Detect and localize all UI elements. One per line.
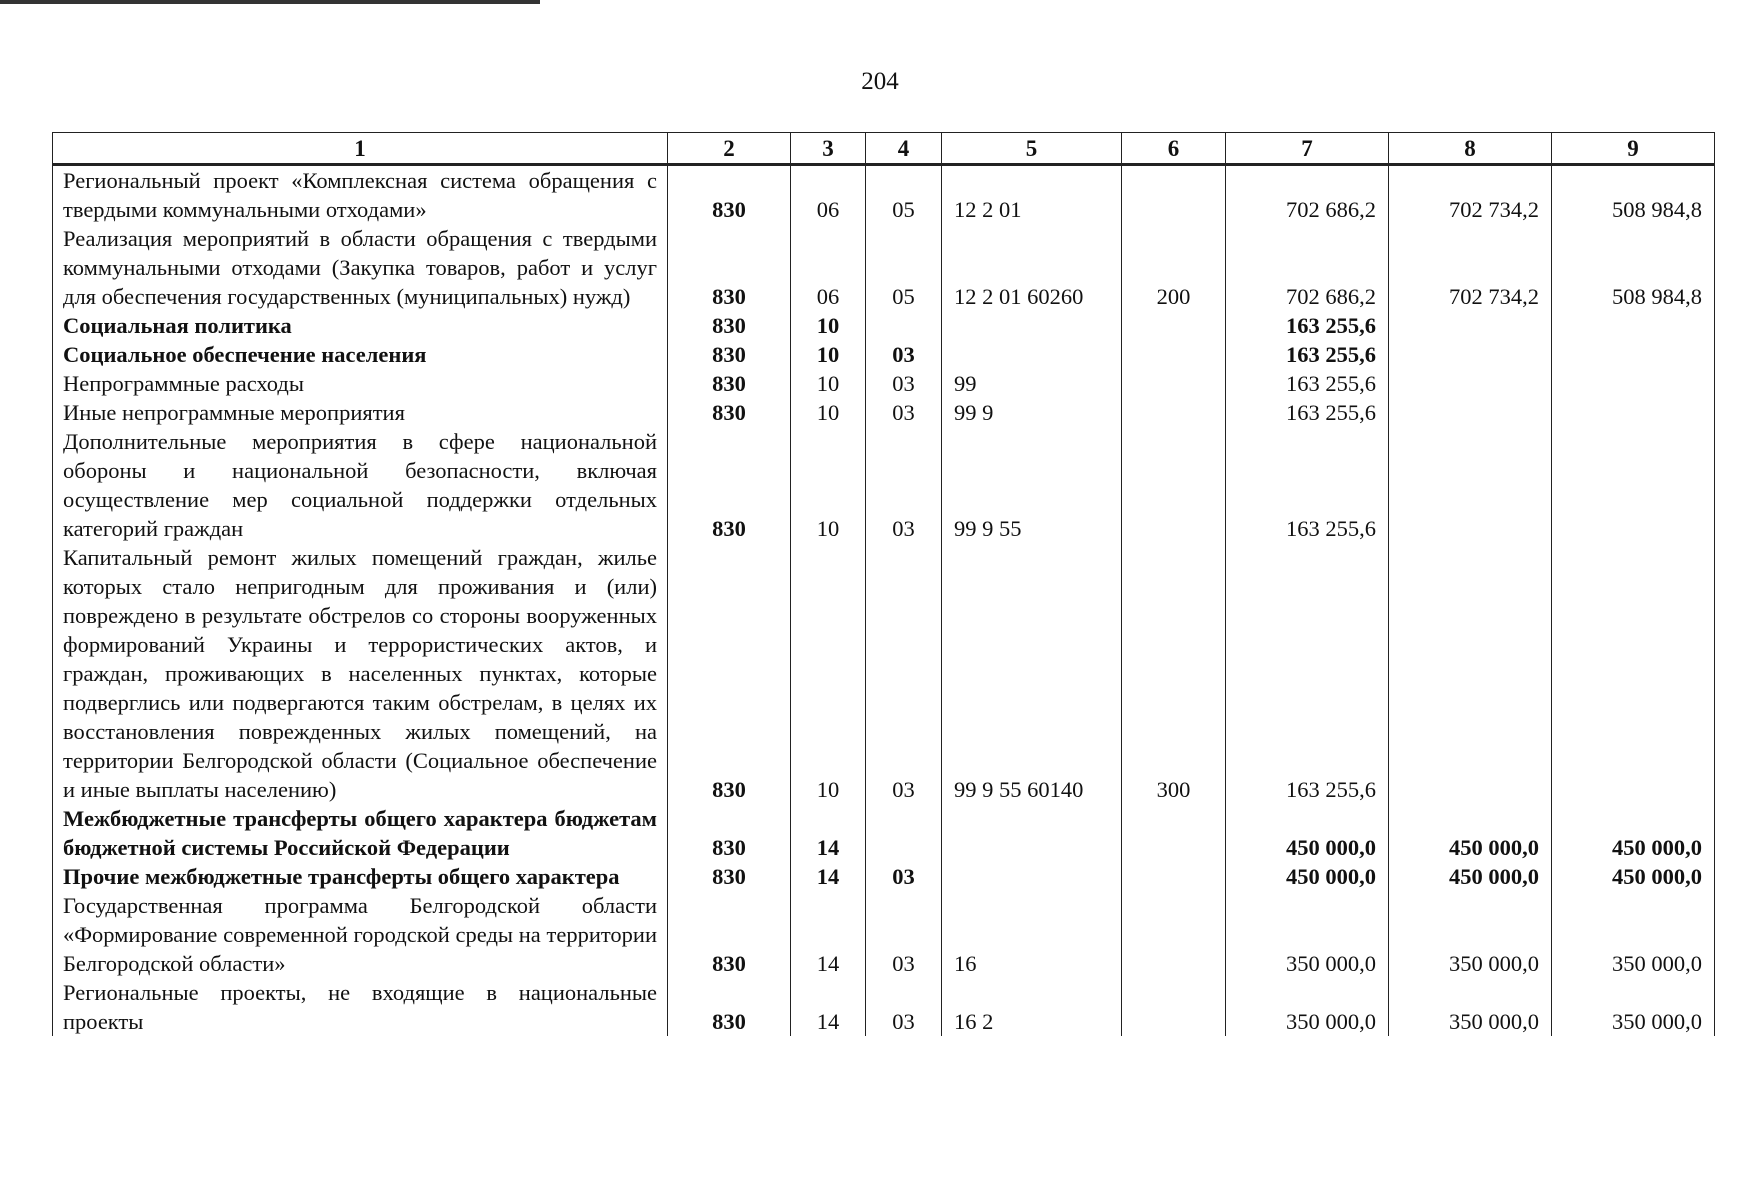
row-name-cell: Государственная программа Белгородской области «Формирование современной городской среды на территории Белгородской области»: [53, 891, 668, 978]
row-amount-col8-cell: [1389, 369, 1552, 398]
table-body: [53, 165, 1715, 1037]
table-row: [53, 543, 1715, 804]
row-expense-type-cell: [1122, 891, 1226, 978]
row-subsection-cell: 03: [866, 978, 942, 1036]
row-section-cell: 14: [791, 978, 866, 1036]
row-section-cell: 10: [791, 543, 866, 804]
row-amount-col7-cell: 163 255,6: [1226, 369, 1389, 398]
row-amount-col8-cell: 702 734,2: [1389, 165, 1552, 225]
row-expense-type-cell: 300: [1122, 543, 1226, 804]
row-target-article-cell: 16: [942, 891, 1122, 978]
row-amount-col7-cell: 163 255,6: [1226, 427, 1389, 543]
row-amount-col8-cell: [1389, 340, 1552, 369]
row-name-cell: Межбюджетные трансферты общего характера бюджетам бюджетной системы Российской Федерации: [53, 804, 668, 862]
row-name-cell: Непрограммные расходы: [53, 369, 668, 398]
row-amount-col7-cell: 163 255,6: [1226, 311, 1389, 340]
row-gr-code-cell: 830: [668, 543, 791, 804]
row-name-cell: Дополнительные мероприятия в сфере национальной обороны и национальной безопасности, включая осуществление мер социальной поддержки отдельных категорий граждан: [53, 427, 668, 543]
row-amount-col8-cell: [1389, 543, 1552, 804]
table-row: [53, 804, 1715, 862]
row-section-cell: 10: [791, 340, 866, 369]
row-amount-col7-cell: 702 686,2: [1226, 165, 1389, 225]
column-header: 9: [1552, 133, 1715, 165]
row-amount-col7-cell: 163 255,6: [1226, 398, 1389, 427]
row-section-cell: 10: [791, 398, 866, 427]
row-section-cell: 10: [791, 427, 866, 543]
row-amount-col9-cell: 350 000,0: [1552, 891, 1715, 978]
row-amount-col8-cell: 450 000,0: [1389, 862, 1552, 891]
row-amount-col9-cell: 350 000,0: [1552, 978, 1715, 1036]
row-amount-col9-cell: 508 984,8: [1552, 165, 1715, 225]
row-amount-col9-cell: 508 984,8: [1552, 224, 1715, 311]
row-name-cell: Прочие межбюджетные трансферты общего характера: [53, 862, 668, 891]
table-header-row: [53, 133, 1715, 165]
row-expense-type-cell: 200: [1122, 224, 1226, 311]
row-section-cell: 14: [791, 891, 866, 978]
row-amount-col8-cell: 350 000,0: [1389, 891, 1552, 978]
row-section-cell: 14: [791, 804, 866, 862]
row-subsection-cell: 03: [866, 891, 942, 978]
row-expense-type-cell: [1122, 369, 1226, 398]
row-subsection-cell: [866, 804, 942, 862]
row-target-article-cell: [942, 340, 1122, 369]
row-target-article-cell: [942, 804, 1122, 862]
row-gr-code-cell: 830: [668, 427, 791, 543]
budget-table: [52, 132, 1715, 1036]
page-number: 204: [861, 68, 899, 95]
row-expense-type-cell: [1122, 804, 1226, 862]
row-section-cell: 10: [791, 369, 866, 398]
column-header: 7: [1226, 133, 1389, 165]
row-name-cell: Реализация мероприятий в области обращения с твердыми коммунальными отходами (Закупка товаров, работ и услуг для обеспечения государственных (муниципальных) нужд): [53, 224, 668, 311]
row-gr-code-cell: 830: [668, 891, 791, 978]
row-subsection-cell: 05: [866, 224, 942, 311]
column-header: 6: [1122, 133, 1226, 165]
row-expense-type-cell: [1122, 978, 1226, 1036]
row-gr-code-cell: 830: [668, 224, 791, 311]
row-amount-col7-cell: 450 000,0: [1226, 804, 1389, 862]
row-expense-type-cell: [1122, 340, 1226, 369]
row-amount-col9-cell: [1552, 369, 1715, 398]
row-gr-code-cell: 830: [668, 369, 791, 398]
row-subsection-cell: 03: [866, 543, 942, 804]
row-amount-col7-cell: 163 255,6: [1226, 340, 1389, 369]
row-gr-code-cell: 830: [668, 165, 791, 225]
column-header: 3: [791, 133, 866, 165]
row-expense-type-cell: [1122, 427, 1226, 543]
row-amount-col7-cell: 702 686,2: [1226, 224, 1389, 311]
table-row: [53, 165, 1715, 225]
row-gr-code-cell: 830: [668, 862, 791, 891]
table-row: [53, 224, 1715, 311]
row-amount-col8-cell: [1389, 311, 1552, 340]
row-section-cell: 06: [791, 165, 866, 225]
row-amount-col9-cell: [1552, 427, 1715, 543]
row-subsection-cell: 03: [866, 340, 942, 369]
row-amount-col9-cell: 450 000,0: [1552, 862, 1715, 891]
row-name-cell: Иные непрограммные мероприятия: [53, 398, 668, 427]
row-name-cell: Социальная политика: [53, 311, 668, 340]
row-gr-code-cell: 830: [668, 804, 791, 862]
row-subsection-cell: 03: [866, 862, 942, 891]
row-name-cell: Социальное обеспечение населения: [53, 340, 668, 369]
row-amount-col7-cell: 350 000,0: [1226, 891, 1389, 978]
table-row: [53, 311, 1715, 340]
row-target-article-cell: 99 9: [942, 398, 1122, 427]
table-row: [53, 340, 1715, 369]
row-subsection-cell: 03: [866, 398, 942, 427]
row-gr-code-cell: 830: [668, 340, 791, 369]
row-name-cell: Региональный проект «Комплексная система обращения с твердыми коммунальными отходами»: [53, 165, 668, 225]
row-section-cell: 06: [791, 224, 866, 311]
row-gr-code-cell: 830: [668, 311, 791, 340]
row-expense-type-cell: [1122, 862, 1226, 891]
row-subsection-cell: 03: [866, 427, 942, 543]
table-row: [53, 398, 1715, 427]
row-section-cell: 14: [791, 862, 866, 891]
row-target-article-cell: 12 2 01 60260: [942, 224, 1122, 311]
row-target-article-cell: 16 2: [942, 978, 1122, 1036]
row-subsection-cell: [866, 311, 942, 340]
table-row: [53, 862, 1715, 891]
row-target-article-cell: 99 9 55 60140: [942, 543, 1122, 804]
row-target-article-cell: 12 2 01: [942, 165, 1122, 225]
column-header: 4: [866, 133, 942, 165]
table-row: [53, 891, 1715, 978]
row-amount-col9-cell: [1552, 543, 1715, 804]
row-subsection-cell: 05: [866, 165, 942, 225]
row-expense-type-cell: [1122, 311, 1226, 340]
row-expense-type-cell: [1122, 165, 1226, 225]
row-amount-col9-cell: [1552, 340, 1715, 369]
row-amount-col7-cell: 163 255,6: [1226, 543, 1389, 804]
row-section-cell: 10: [791, 311, 866, 340]
table-row: [53, 427, 1715, 543]
row-amount-col8-cell: 450 000,0: [1389, 804, 1552, 862]
row-expense-type-cell: [1122, 398, 1226, 427]
row-amount-col7-cell: 350 000,0: [1226, 978, 1389, 1036]
row-amount-col7-cell: 450 000,0: [1226, 862, 1389, 891]
row-amount-col8-cell: 350 000,0: [1389, 978, 1552, 1036]
column-header: 5: [942, 133, 1122, 165]
row-subsection-cell: 03: [866, 369, 942, 398]
row-amount-col9-cell: [1552, 398, 1715, 427]
column-header: 8: [1389, 133, 1552, 165]
row-name-cell: Региональные проекты, не входящие в национальные проекты: [53, 978, 668, 1036]
row-amount-col9-cell: [1552, 311, 1715, 340]
row-name-cell: Капитальный ремонт жилых помещений граждан, жилье которых стало непригодным для проживания и (или) повреждено в результате обстрелов со стороны вооруженных формирований Украины и террористических актов, и граждан, проживающих в населенных пунктах, которые подверглись или подвергаются таким обстрелам, в целях их восстановления поврежденных жилых помещений, на территории Белгородской области (Социальное обеспечение и иные выплаты населению): [53, 543, 668, 804]
row-target-article-cell: 99: [942, 369, 1122, 398]
column-header: 2: [668, 133, 791, 165]
row-gr-code-cell: 830: [668, 398, 791, 427]
table-row: [53, 369, 1715, 398]
row-target-article-cell: 99 9 55: [942, 427, 1122, 543]
top-rule: [0, 0, 540, 4]
row-amount-col8-cell: 702 734,2: [1389, 224, 1552, 311]
row-gr-code-cell: 830: [668, 978, 791, 1036]
table-row: [53, 978, 1715, 1036]
row-amount-col9-cell: 450 000,0: [1552, 804, 1715, 862]
row-target-article-cell: [942, 311, 1122, 340]
row-amount-col8-cell: [1389, 427, 1552, 543]
column-header: 1: [53, 133, 668, 165]
row-amount-col8-cell: [1389, 398, 1552, 427]
row-target-article-cell: [942, 862, 1122, 891]
